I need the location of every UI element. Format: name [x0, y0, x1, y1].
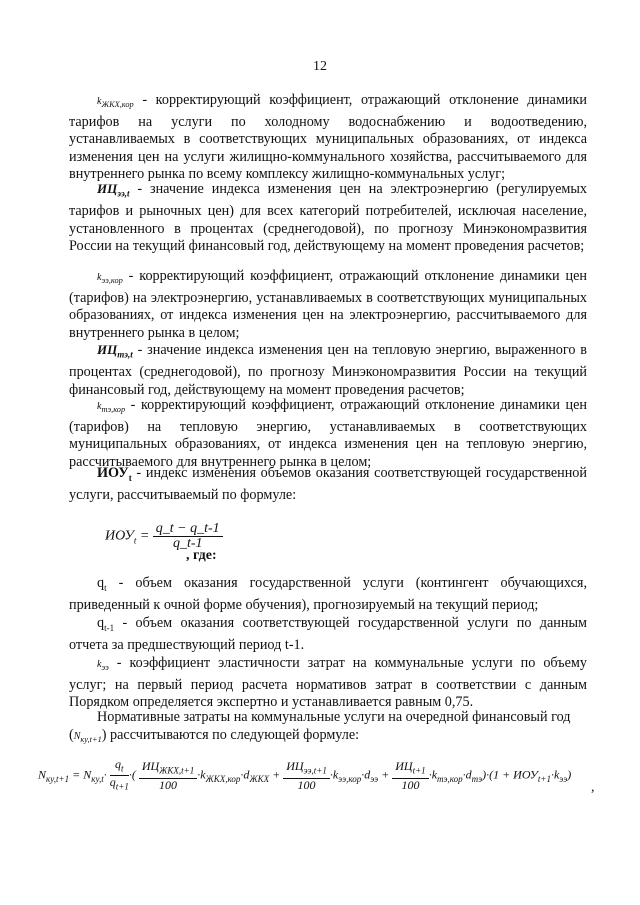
- paragraph-text: - корректирующий коэффициент, отражающий отклонение динамики цен (тарифов) на тепловую энергию, устанавливаемых в соответствующих муниципальных образованиях, от индекса изменения цен на тепловую энергию, рассчитываемого для внутреннего рынка в целом;: [69, 397, 587, 470]
- f2-term3-num-base: ИЦ: [395, 759, 413, 774]
- f2-tail-k-subscript: ээ: [559, 774, 568, 785]
- f2-n: N: [83, 767, 92, 782]
- f2-term3-numerator: [392, 760, 428, 778]
- f2-q-denominator: [110, 776, 129, 793]
- paragraph-qt: [69, 575, 587, 615]
- symbol: [97, 272, 123, 283]
- f2-term2-k: k: [332, 767, 339, 782]
- symbol-subscript: тэ,кор: [101, 405, 126, 414]
- symbol: [97, 96, 134, 107]
- f2-term1-numerator: [139, 760, 197, 778]
- paragraph-text: - коэффициент эластичности затрат на коммунальные услуги по объему услуг; на первый период расчета нормативов затрат в соответствии с данным Порядком определяется экспертно и устанавливается равным 0,75.: [69, 655, 587, 711]
- symbol-subscript: t-1: [104, 622, 115, 633]
- symbol: [97, 615, 114, 631]
- f2-term3-fraction: [392, 760, 428, 791]
- paragraph-text: - индекс изменения объемов оказания соответствующей государственной услуги, рассчитываемый по формуле:: [69, 465, 587, 504]
- symbol-subscript: t: [128, 472, 132, 483]
- symbol-base: ИЦ: [97, 181, 118, 196]
- f2-q-fraction: [110, 758, 129, 794]
- symbol: [97, 659, 109, 670]
- symbol: [97, 465, 132, 481]
- paragraph-text: - объем оказания соответствующей государственной услуги по данным отчета за предшествующий период t-1.: [69, 615, 587, 654]
- formula-iou: $ИОУ_t$ = $\frac{q\_t - q\_t-1}{q\_t-1}$: [105, 522, 223, 551]
- symbol: [74, 731, 102, 742]
- f2-term1-num-base: ИЦ: [141, 759, 160, 774]
- symbol-base: N: [73, 731, 81, 742]
- symbol-base: k: [97, 96, 102, 107]
- paragraph-k-ee-kor: [69, 268, 587, 342]
- f2-n-subscript: ку,t: [91, 774, 104, 785]
- f2-q-den-base: q: [109, 775, 116, 790]
- formula-where: , где:: [186, 548, 217, 563]
- paragraph-ic-te: [69, 341, 587, 399]
- f2-q-numerator: [110, 758, 129, 776]
- f2-q-num-subscript: t: [121, 763, 124, 774]
- paragraph-text: - значение индекса изменения цен на электроэнергию (регулируемых тарифов и рыночных цен) для всех категорий потребителей, исключая население, установленного в процентах (среднегодовой), по прогнозу Минэкономразвития России на текущий финансовый год, действующему на момент проведения расчетов;: [69, 181, 587, 255]
- symbol-subscript: t: [104, 582, 107, 593]
- paragraph-normative-costs: Нормативные затраты на коммунальные услуги на очередной финансовый год: [97, 709, 571, 725]
- f2-tail-subscript: t+1: [537, 774, 551, 785]
- f2-lhs: N: [38, 767, 47, 782]
- f2-term3-num-subscript: t+1: [412, 765, 426, 776]
- symbol-base: ИОУ: [97, 465, 129, 481]
- f2-term2-numerator: [283, 760, 330, 778]
- f2-end-comma: ,: [591, 780, 595, 795]
- symbol-subscript: тэ,t: [117, 349, 133, 360]
- fraction-numerator: q_t − q_t-1: [153, 522, 223, 537]
- symbol: [97, 342, 133, 360]
- paragraph-text: - корректирующий коэффициент, отражающий отклонение динамики тарифов на услуги по холодному водоснабжению и водоотведению, устанавливаемых в соответствующих муниципальных образованиях, от индекса изменения цен на услуги жилищно-коммунального хозяйства, рассчитываемого для внутреннего рынка по всему комплексу жилищно-коммунальных услуг;: [69, 92, 587, 183]
- f2-term2-fraction: [283, 760, 330, 791]
- f2-term1-k: k: [200, 767, 206, 782]
- paragraph-qt-1: [69, 615, 587, 655]
- f2-term1-d: d: [243, 767, 250, 782]
- formula-lhs-subscript: t: [133, 535, 137, 546]
- f2-tail-k: k: [553, 767, 560, 782]
- symbol-base: ИЦ: [97, 342, 118, 357]
- f2-term2-d: d: [364, 767, 371, 782]
- symbol-base: q: [97, 575, 105, 591]
- paragraph-iou: [69, 465, 587, 505]
- f2-term3-k: k: [431, 767, 438, 782]
- page-number: 12: [313, 59, 327, 74]
- paragraph-k-zhkh-kor: [69, 92, 587, 184]
- symbol-subscript: ку,t+1: [80, 735, 102, 744]
- fraction-denominator: q_t-1: [172, 536, 203, 551]
- paragraph-text: - корректирующий коэффициент, отражающий отклонение динамики цен (тарифов) на электроэнергию, устанавливаемых в соответствующих муниципальных образованиях, от индекса изменения цен на электроэнергию, рассчитываемого для внутреннего рынка в целом;: [69, 268, 587, 341]
- f2-term2-num-subscript: ээ,t+1: [303, 765, 327, 776]
- f2-q-num-base: q: [115, 757, 122, 771]
- symbol-subscript: ээ: [101, 663, 109, 672]
- symbol: [97, 575, 107, 591]
- symbol: [97, 181, 130, 199]
- f2-term2-k-subscript: ээ,кор: [338, 774, 362, 785]
- paragraph-k-ee: [69, 655, 587, 712]
- f2-term3-d-subscript: тэ: [471, 774, 483, 785]
- paragraph-text: ) рассчитываются по следующей формуле:: [101, 727, 360, 743]
- f2-term1-k-subscript: ЖКХ,кор: [205, 774, 241, 785]
- f2-q-den-subscript: t+1: [115, 781, 129, 792]
- formula-lhs: ИОУ: [105, 528, 134, 544]
- f2-term2-denominator: 100: [297, 777, 316, 792]
- f2-tail: (1 + ИОУ: [489, 767, 538, 782]
- symbol: [97, 401, 125, 412]
- symbol-base: k: [97, 272, 102, 283]
- paragraph-ic-ee: [69, 180, 587, 256]
- symbol-base: k: [97, 401, 102, 412]
- f2-term1-num-subscript: ЖКХ,t+1: [159, 765, 195, 776]
- paragraph-formula-intro: [69, 727, 587, 749]
- f2-term2-num-base: ИЦ: [286, 759, 304, 774]
- f2-term1-d-subscript: ЖКХ: [249, 774, 270, 785]
- f2-term3-k-subscript: тэ,кор: [437, 774, 463, 785]
- f2-equals: =: [72, 767, 81, 782]
- f2-term1-denominator: 100: [159, 777, 178, 792]
- f2-term1-fraction: [139, 760, 197, 791]
- f2-term3-denominator: 100: [401, 777, 420, 792]
- symbol-subscript: ЖКХ,кор: [101, 100, 134, 109]
- paragraph-text: - объем оказания государственной услуги (контингент обучающихся, приведенный к очной форме обучения), прогнозируемый на текущий период;: [69, 575, 587, 614]
- f2-term3-d: d: [465, 767, 472, 782]
- symbol-base: k: [97, 659, 102, 670]
- formula-n-ku: $N_{ку,t+1} = N_{ку,t}\cdot$ $\frac{q_t}{q_{t+1}}$ ·( $\frac{ИЦ_{ЖКХ,t+1}}{100}$ $\cdot k_{ЖКХ,кор}\cdot d_{ЖКХ}$ + $\frac{ИЦ_{ээ,t+1}}{100}$ $\cdot k_{ээ,кор}\cdot d_{ээ}$ + $\frac{ИЦ_{t+1}}{100}$ $\cdot k_{тэ,кор}\cdot d_{тэ})\cdot(1 + ИОУ_{t+1}\cdot k_{ээ})$: [38, 757, 572, 792]
- paragraph-k-te-kor: [69, 397, 587, 471]
- f2-term2-d-subscript: ээ: [370, 774, 379, 785]
- symbol-subscript: ээ,t: [117, 188, 130, 199]
- f2-lhs-subscript: ку,t+1: [46, 774, 70, 785]
- symbol-subscript: ээ,кор: [101, 276, 123, 285]
- symbol-base: q: [97, 615, 105, 631]
- paragraph-text: - значение индекса изменения цен на тепловую энергию, выраженного в процентах (среднегодовой), по прогнозу Минэкономразвития России на текущий финансовый год, действующему на момент проведения расчетов;: [69, 342, 587, 398]
- open-paren: (: [69, 727, 74, 743]
